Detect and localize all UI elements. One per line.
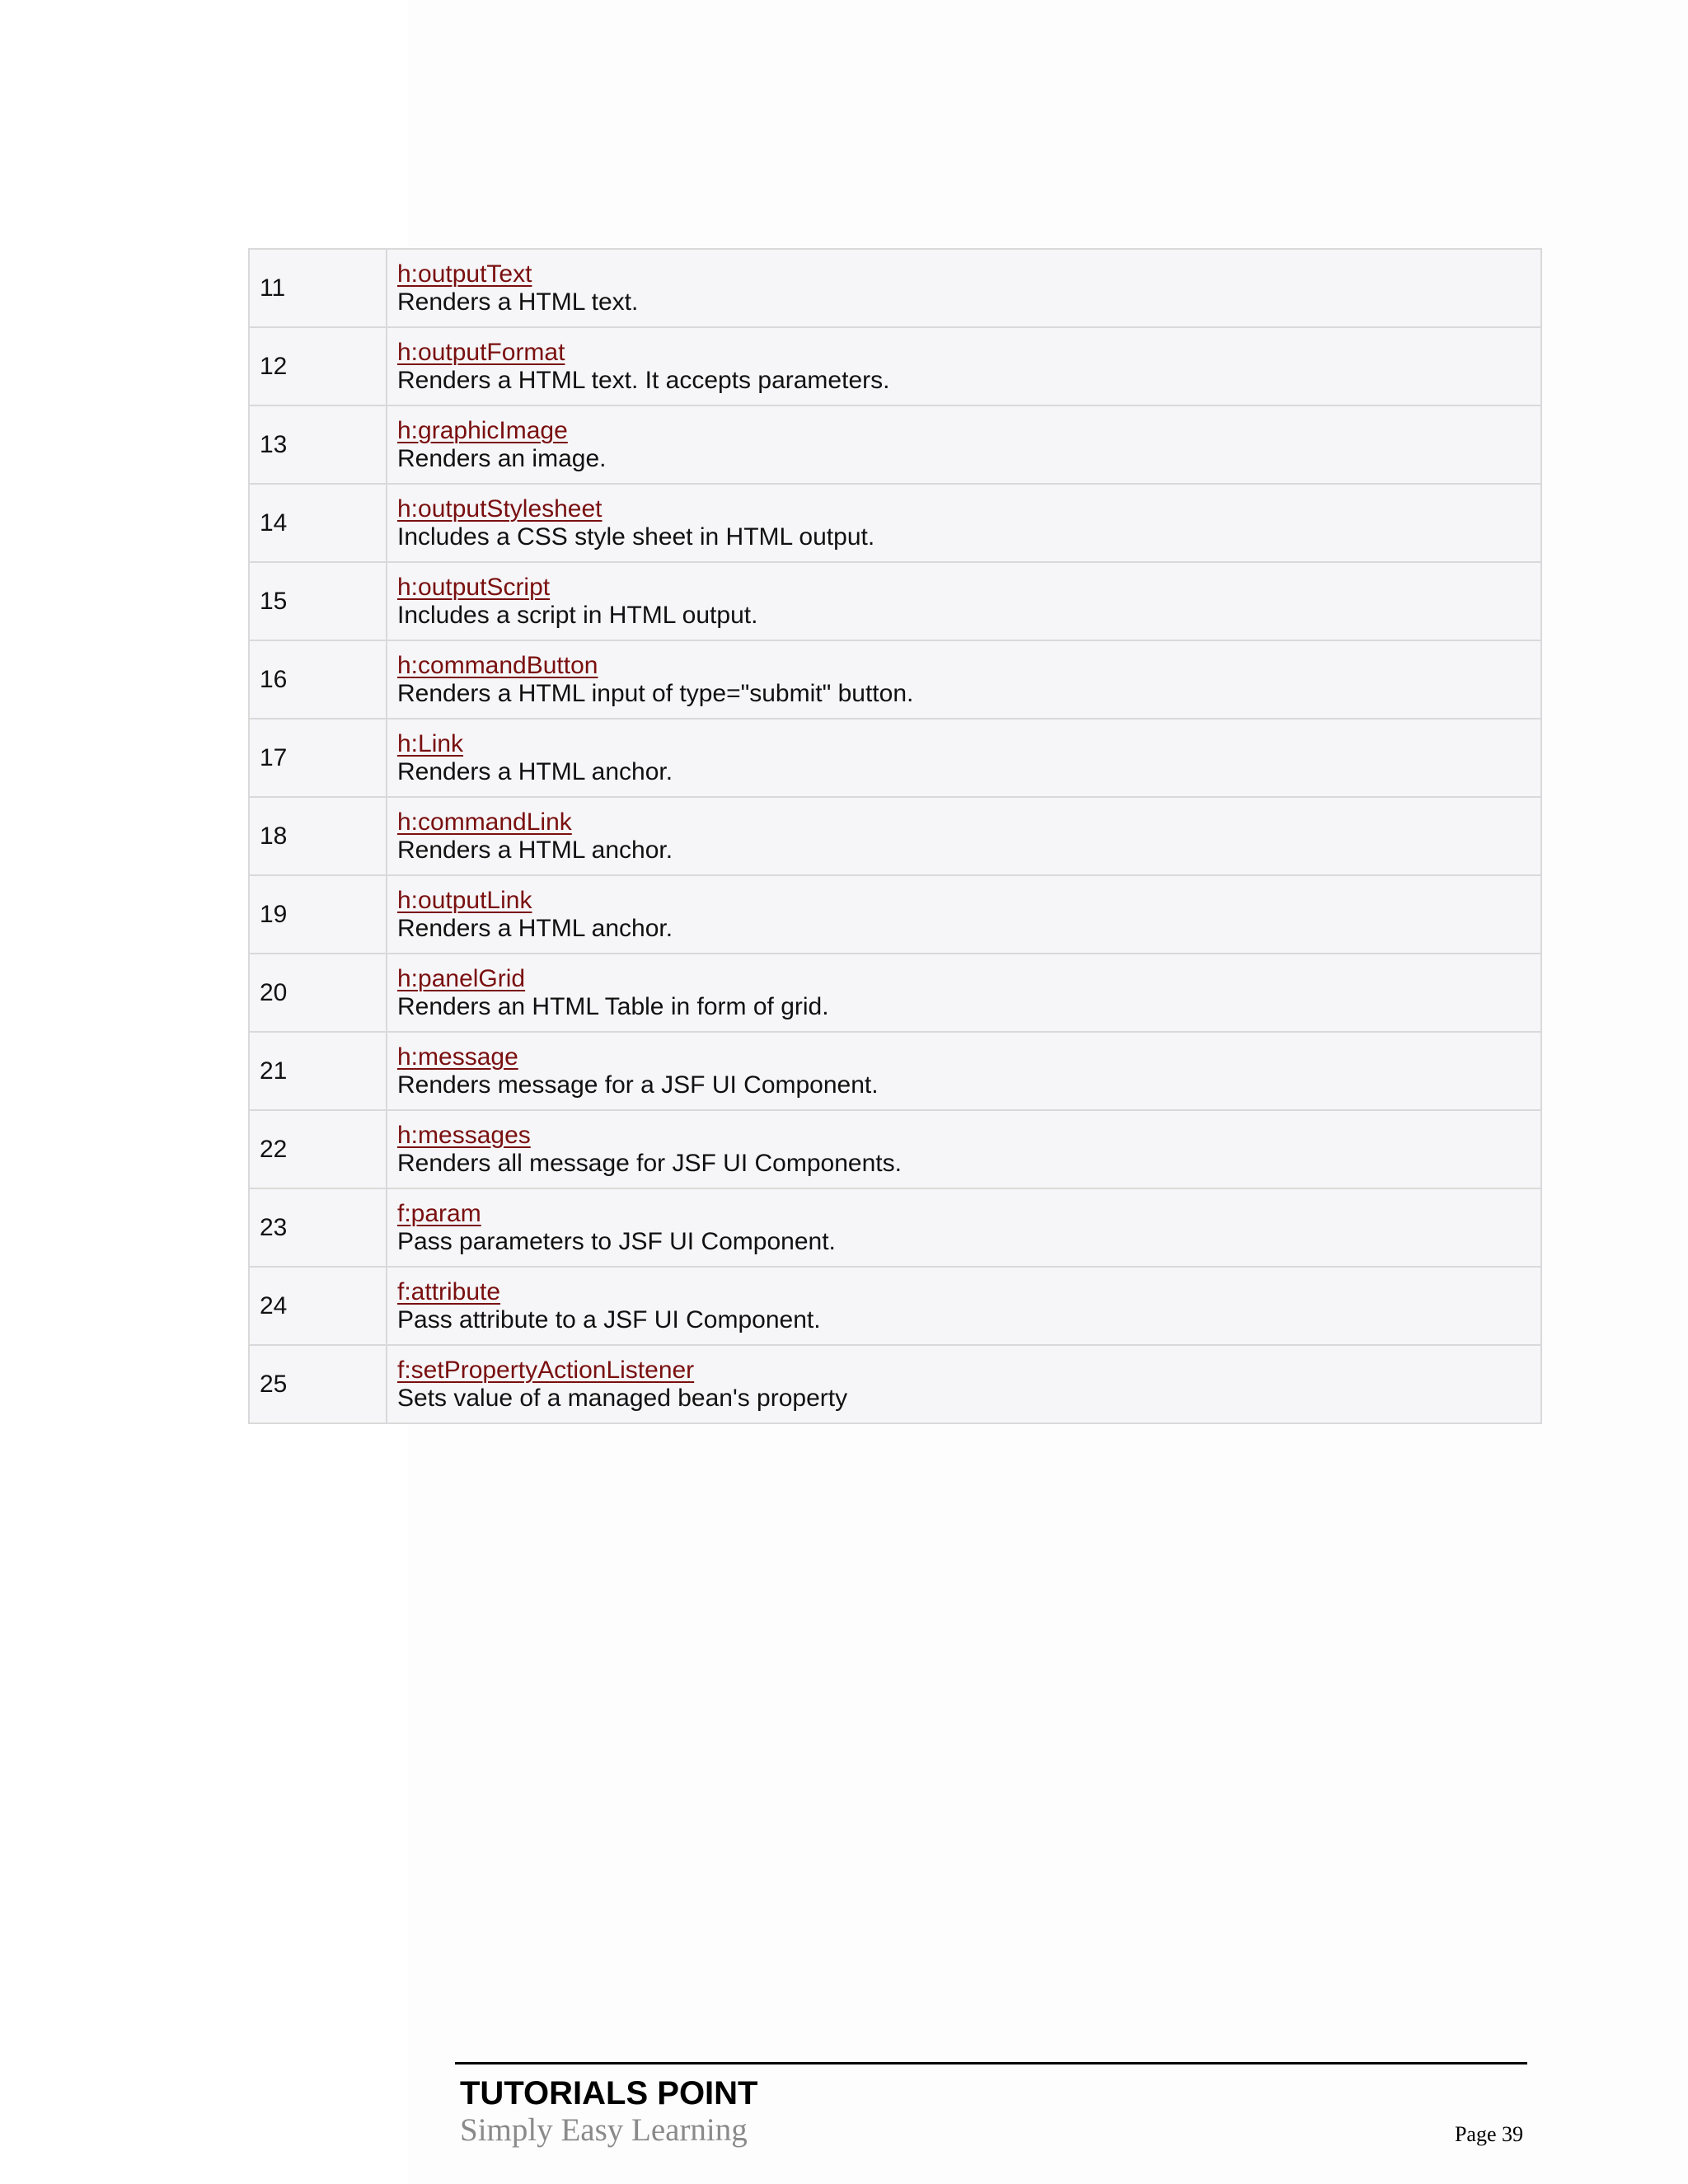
tag-cell [387, 1032, 1541, 1110]
row-number: 12 [249, 327, 387, 405]
row-number: 14 [249, 484, 387, 562]
tag-description: Renders a HTML input of type="submit" button. [397, 679, 914, 707]
tag-cell [387, 719, 1541, 797]
jsf-tags-table-body [249, 249, 1541, 1423]
tag-link[interactable]: f:attribute [397, 1277, 501, 1305]
tag-description: Renders an image. [397, 444, 607, 472]
table-row [249, 719, 1541, 797]
tag-cell [387, 327, 1541, 405]
row-number: 21 [249, 1032, 387, 1110]
tag-description: Renders all message for JSF UI Components. [397, 1149, 902, 1177]
row-number: 20 [249, 954, 387, 1032]
tag-description: Renders a HTML text. [397, 288, 639, 316]
tag-description: Pass parameters to JSF UI Component. [397, 1227, 836, 1255]
page-number: Page 39 [1454, 2122, 1523, 2146]
table-row [249, 405, 1541, 484]
tag-link[interactable]: h:message [397, 1043, 518, 1071]
tag-description: Renders a HTML text. It accepts parameters. [397, 366, 890, 394]
table-row [249, 797, 1541, 875]
tag-description: Includes a script in HTML output. [397, 601, 758, 629]
tag-description: Pass attribute to a JSF UI Component. [397, 1305, 821, 1333]
tag-cell [387, 484, 1541, 562]
jsf-tags-table [248, 248, 1542, 1424]
row-number: 15 [249, 562, 387, 640]
tag-link[interactable]: h:commandButton [397, 651, 598, 679]
tag-description: Renders message for a JSF UI Component. [397, 1071, 879, 1099]
tag-link[interactable]: h:outputLink [397, 886, 532, 914]
tag-cell [387, 875, 1541, 954]
tag-description: Renders a HTML anchor. [397, 836, 673, 864]
tag-description: Renders a HTML anchor. [397, 914, 673, 942]
tag-cell [387, 640, 1541, 719]
tag-cell [387, 797, 1541, 875]
row-number: 13 [249, 405, 387, 484]
footer-divider [455, 2062, 1527, 2064]
tag-description: Renders a HTML anchor. [397, 757, 673, 785]
row-number: 22 [249, 1110, 387, 1188]
tag-link[interactable]: h:commandLink [397, 808, 572, 836]
tag-link[interactable]: h:graphicImage [397, 416, 568, 444]
tag-cell [387, 249, 1541, 327]
table-row [249, 1188, 1541, 1267]
tag-link[interactable]: h:outputScript [397, 573, 551, 601]
tag-link[interactable]: f:setPropertyActionListener [397, 1356, 695, 1384]
tag-link[interactable]: h:outputStylesheet [397, 494, 603, 523]
row-number: 17 [249, 719, 387, 797]
row-number: 23 [249, 1188, 387, 1267]
tag-cell [387, 1188, 1541, 1267]
row-number: 16 [249, 640, 387, 719]
tag-cell [387, 405, 1541, 484]
table-row [249, 327, 1541, 405]
row-number: 11 [249, 249, 387, 327]
tag-cell [387, 1110, 1541, 1188]
tag-description: Includes a CSS style sheet in HTML output. [397, 523, 875, 551]
tag-cell [387, 562, 1541, 640]
table-row [249, 1345, 1541, 1423]
tag-link[interactable]: h:outputText [397, 260, 532, 288]
table-row [249, 1032, 1541, 1110]
tag-cell [387, 1267, 1541, 1345]
tag-cell [387, 1345, 1541, 1423]
table-row [249, 1267, 1541, 1345]
tag-cell [387, 954, 1541, 1032]
tag-link[interactable]: h:messages [397, 1121, 531, 1149]
tag-link[interactable]: h:Link [397, 729, 464, 757]
table-row [249, 249, 1541, 327]
table-row [249, 954, 1541, 1032]
table-row [249, 484, 1541, 562]
row-number: 24 [249, 1267, 387, 1345]
row-number: 18 [249, 797, 387, 875]
tag-link[interactable]: f:param [397, 1199, 481, 1227]
tag-link[interactable]: h:panelGrid [397, 964, 526, 992]
table-row [249, 1110, 1541, 1188]
tag-description: Renders an HTML Table in form of grid. [397, 992, 829, 1020]
table-row [249, 875, 1541, 954]
tag-link[interactable]: h:outputFormat [397, 338, 565, 366]
footer-brand: TUTORIALS POINT [460, 2075, 758, 2111]
row-number: 25 [249, 1345, 387, 1423]
table-row [249, 562, 1541, 640]
table-row [249, 640, 1541, 719]
footer-tagline: Simply Easy Learning [460, 2112, 748, 2148]
row-number: 19 [249, 875, 387, 954]
tag-description: Sets value of a managed bean's property [397, 1384, 848, 1412]
